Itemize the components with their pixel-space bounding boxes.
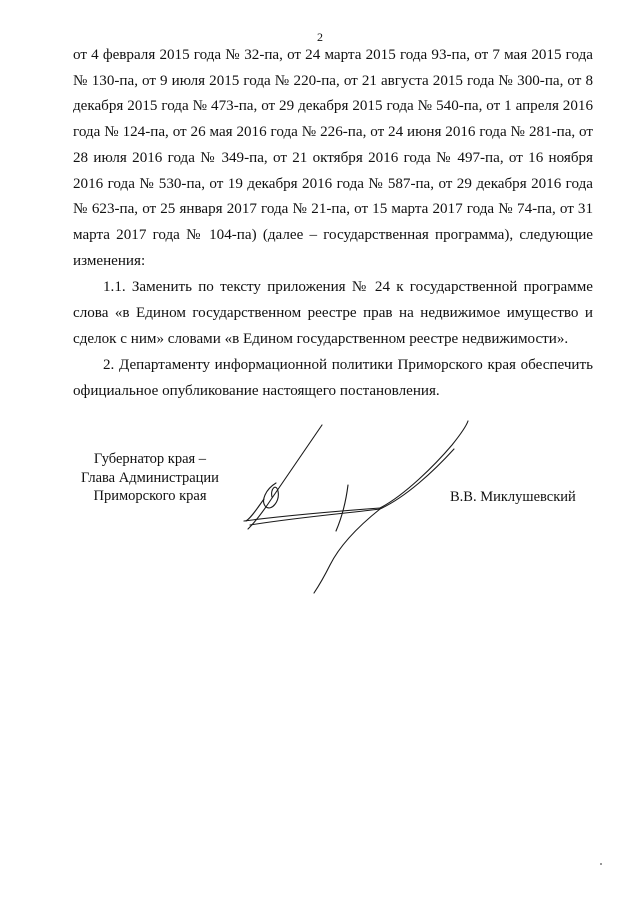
paragraph-item-1-1: 1.1. Заменить по тексту приложения № 24 к государственной программе слова «в Едином государственном реестре прав на недвижимое имущество и сделок с ним» словами «в Едином государственном реестре недвижимости». (73, 279, 593, 347)
signer-title-line: Приморского края (93, 488, 207, 504)
page-number: 2 (317, 30, 323, 44)
signature-block (0, 450, 640, 590)
scan-speck (600, 863, 602, 865)
document-body (73, 43, 593, 405)
signer-title-line: Глава Администрации (81, 469, 219, 486)
signer-title (70, 450, 230, 506)
signer-name: В.В. Миклушевский (450, 489, 576, 505)
paragraph-item-2: 2. Департаменту информационной политики Приморского края обеспечить официальное опубликование настоящего постановления. (73, 357, 593, 400)
signer-title-line: Губернатор края – (93, 451, 207, 467)
paragraph-amendments-list: от 4 февраля 2015 года № 32-па, от 24 марта 2015 года 93-па, от 7 мая 2015 года № 130-па, от 9 июля 2015 года № 220-па, от 21 августа 2015 года № 300-па, от 8 декабря 2015 года № 473-па, от 29 декабря 2015 года № 540-па, от 1 апреля 2016 года № 124-па, от 26 мая 2016 года № 226-па, от 24 июня 2016 года № 281-па, от 28 июля 2016 года № 349-па, от 21 октября 2016 года № 497-па, от 16 ноября 2016 года № 530-па, от 19 декабря 2016 года № 587-па, от 29 декабря 2016 года № 623-па, от 25 января 2017 года № 21-па, от 15 марта 2017 года № 74-па, от 31 марта 2017 года № 104-па) (далее – государственная программа), следующие изменения: (73, 47, 593, 269)
